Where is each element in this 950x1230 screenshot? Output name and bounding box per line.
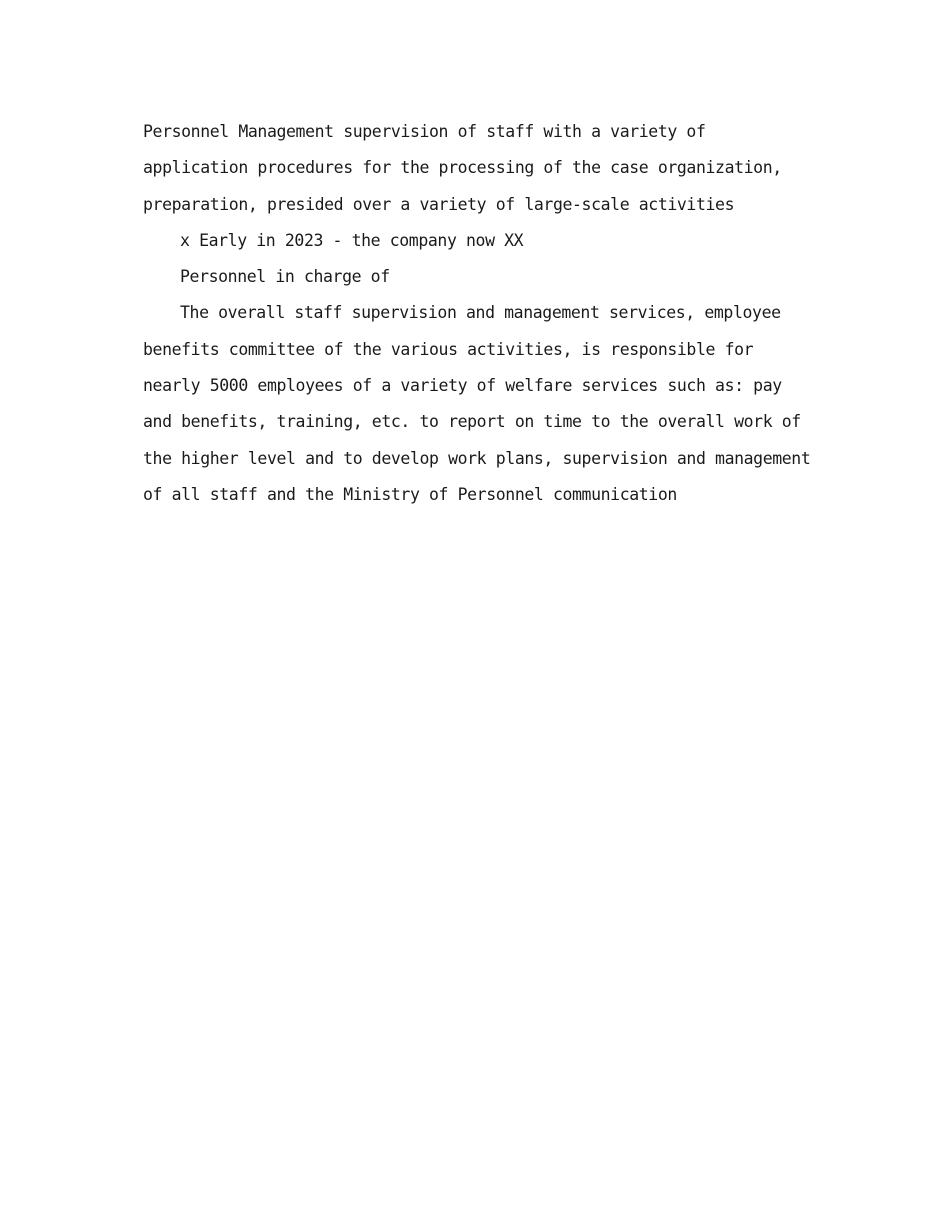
document-body [143,114,813,513]
paragraph-employment-period: x Early in 2023 - the company now XX [180,230,524,250]
paragraph-job-description: The overall staff supervision and management services, employee benefits committee of the various activities, is responsible for nearly 5000 employees of a variety of welfare services such as: pay and benefits, training, etc. to report on time to the overall work of the higher level and to develop work plans, supervision and management of all staff and the Ministry of Personnel communication [143,303,811,504]
paragraph-responsibilities-summary: Personnel Management supervision of staff with a variety of application procedures for the processing of the case organization, preparation, presided over a variety of large-scale activities [143,122,782,214]
paragraph-job-title: Personnel in charge of [180,267,390,287]
